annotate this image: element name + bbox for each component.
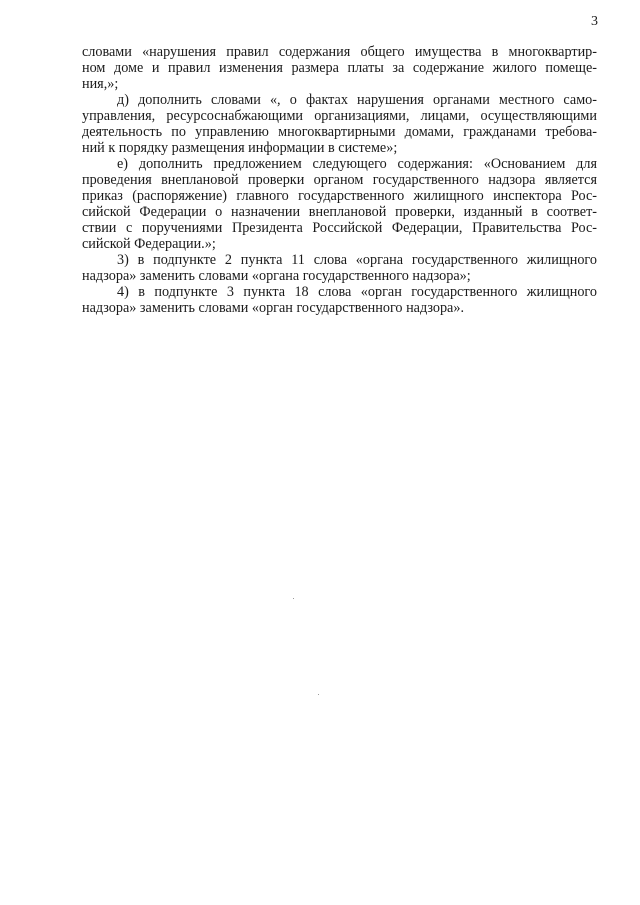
text-line: ний к порядку размещения информации в системе»; bbox=[82, 140, 398, 156]
text-line: е) дополнить предложением следующего содержания: «Основанием для bbox=[117, 156, 597, 172]
text-line: сийской Федерации.»; bbox=[82, 236, 216, 252]
scan-speck bbox=[318, 694, 319, 695]
text-line: приказ (распоряжение) главного государственного жилищного инспектора Рос- bbox=[82, 188, 597, 204]
text-line: деятельность по управлению многоквартирными домами, гражданами требова- bbox=[82, 124, 597, 140]
text-line: проведения внеплановой проверки органом государственного надзора является bbox=[82, 172, 597, 188]
text-line: ном доме и правил изменения размера платы за содержание жилого помеще- bbox=[82, 60, 597, 76]
text-line: 3) в подпункте 2 пункта 11 слова «органа государственного жилищного bbox=[117, 252, 597, 268]
text-line: ния,»; bbox=[82, 76, 119, 92]
scan-speck bbox=[293, 598, 294, 599]
text-line: надзора» заменить словами «орган государственного надзора». bbox=[82, 300, 464, 316]
text-line: управления, ресурсоснабжающими организациями, лицами, осуществляющими bbox=[82, 108, 597, 124]
text-line: 4) в подпункте 3 пункта 18 слова «орган государственного жилищного bbox=[117, 284, 597, 300]
document-body bbox=[82, 44, 597, 316]
text-line: сийской Федерации о назначении внеплановой проверки, изданный в соответ- bbox=[82, 204, 597, 220]
text-line: словами «нарушения правил содержания общего имущества в многоквартир- bbox=[82, 44, 597, 60]
text-line: д) дополнить словами «, о фактах нарушения органами местного само- bbox=[117, 92, 597, 108]
text-line: надзора» заменить словами «органа государственного надзора»; bbox=[82, 268, 471, 284]
page-number: 3 bbox=[591, 14, 598, 29]
text-line: ствии с поручениями Президента Российской Федерации, Правительства Рос- bbox=[82, 220, 597, 236]
